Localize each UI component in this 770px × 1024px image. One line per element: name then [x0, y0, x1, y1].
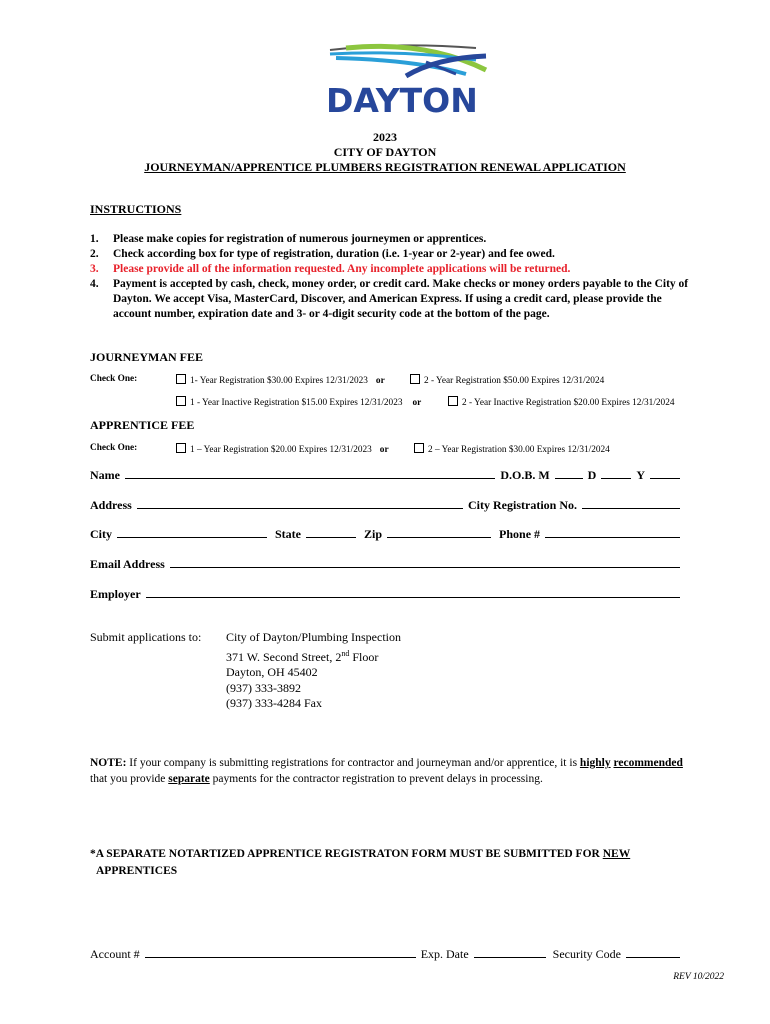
checkbox[interactable] — [448, 396, 458, 406]
checkbox[interactable] — [414, 443, 424, 453]
item-text: Check according box for type of registration, duration (i.e. 1-year or 2-year) and fee owed. — [113, 248, 555, 260]
logo-text: DAYTON — [326, 81, 478, 120]
phone-label: Phone # — [499, 527, 541, 541]
name-label: Name — [90, 468, 120, 482]
payment-row — [90, 946, 680, 962]
dob-month-field[interactable] — [555, 467, 583, 479]
floor: Floor — [349, 649, 379, 664]
note-emphasis: recommended — [613, 757, 683, 769]
dob-year-label: Y — [636, 468, 645, 482]
instruction-item — [90, 247, 700, 262]
instruction-item — [90, 277, 700, 322]
fax-number: (937) 333-4284 Fax — [226, 696, 322, 710]
header-org: CITY OF DAYTON — [333, 145, 437, 159]
dayton-logo — [326, 40, 496, 118]
city-row — [90, 526, 680, 542]
submit-label: Submit applications to: — [90, 630, 202, 644]
option-label: 1 - Year Inactive Registration $15.00 Expires 12/31/2023 — [190, 398, 403, 408]
note-prefix: NOTE: — [90, 757, 127, 769]
phone-field[interactable] — [545, 526, 680, 538]
journeyman-2yr-inactive-option[interactable] — [448, 396, 675, 408]
check-one-label: Check One: — [90, 374, 138, 384]
header-year: 2023 — [373, 130, 397, 144]
dob-day-label: D — [587, 468, 597, 482]
address-line — [226, 646, 401, 666]
header — [0, 130, 770, 175]
journeyman-1yr-option[interactable] — [176, 374, 385, 386]
security-code-label: Security Code — [552, 947, 621, 961]
note-text: that you provide — [90, 773, 169, 785]
option-label: 2 – Year Registration $30.00 Expires 12/31/2024 — [428, 445, 610, 455]
account-label: Account # — [90, 947, 140, 961]
form-title: JOURNEYMAN/APPRENTICE PLUMBERS REGISTRATION RENEWAL APPLICATION — [144, 160, 626, 174]
address-line: City of Dayton/Plumbing Inspection — [226, 630, 401, 644]
exp-date-field[interactable] — [474, 946, 546, 958]
submit-address — [226, 630, 401, 712]
instructions-heading: INSTRUCTIONS — [90, 202, 182, 216]
item-number: 1. — [90, 233, 99, 245]
revision-label: REV 10/2022 — [673, 972, 724, 982]
dob-year-field[interactable] — [650, 467, 680, 479]
state-label: State — [275, 527, 301, 541]
instruction-item — [90, 232, 700, 247]
notice-emphasis: NEW — [602, 848, 631, 860]
state-field[interactable] — [306, 526, 356, 538]
journeyman-fee-heading: JOURNEYMAN FEE — [90, 350, 203, 364]
checkbox[interactable] — [176, 443, 186, 453]
item-number: 3. — [90, 263, 99, 275]
phone-number: (937) 333-3892 — [226, 680, 301, 695]
option-label: 2 - Year Inactive Registration $20.00 Expires 12/31/2024 — [462, 398, 675, 408]
city-label: City — [90, 527, 112, 541]
name-row — [90, 467, 680, 483]
street: 371 W. Second Street, 2 — [226, 649, 342, 664]
address-row — [90, 497, 680, 513]
item-text: Payment is accepted by cash, check, money order, or credit card. Make checks or money orders payable to the City of Dayton. We accept Visa, MasterCard, Discover, and American Express. If using a credit card, please provide the account number, expiration date and 3- or 4-digit security code at the bottom of the page. — [113, 278, 689, 320]
or-label: or — [412, 398, 422, 408]
checkbox[interactable] — [176, 374, 186, 384]
check-one-label: Check One: — [90, 443, 138, 453]
item-number: 4. — [90, 278, 99, 290]
apprentice-fee-heading: APPRENTICE FEE — [90, 418, 195, 432]
exp-date-label: Exp. Date — [420, 947, 469, 961]
checkbox[interactable] — [176, 396, 186, 406]
employer-field[interactable] — [146, 586, 680, 598]
account-field[interactable] — [145, 946, 416, 958]
note — [90, 755, 690, 787]
employer-label: Employer — [90, 587, 141, 601]
email-row — [90, 556, 680, 572]
note-text: payments for the contractor registration to prevent delays in processing. — [209, 773, 543, 785]
name-field[interactable] — [125, 467, 495, 479]
item-text: Please provide all of the information requested. Any incomplete applications will be returned. — [113, 263, 571, 275]
notice-text: APPRENTICES — [96, 865, 178, 877]
note-emphasis: separate — [168, 773, 210, 785]
dob-label: D.O.B. M — [500, 468, 550, 482]
security-code-field[interactable] — [626, 946, 680, 958]
option-label: 1 – Year Registration $20.00 Expires 12/31/2023 — [190, 445, 372, 455]
note-emphasis: highly — [579, 757, 611, 769]
journeyman-1yr-inactive-option[interactable] — [176, 396, 421, 408]
zip-field[interactable] — [387, 526, 491, 538]
city-registration-field[interactable] — [582, 497, 680, 509]
email-label: Email Address — [90, 557, 165, 571]
or-label: or — [375, 376, 385, 386]
dob-day-field[interactable] — [601, 467, 631, 479]
email-field[interactable] — [170, 556, 680, 568]
address-label: Address — [90, 498, 132, 512]
journeyman-2yr-option[interactable] — [410, 374, 604, 386]
instructions-list — [90, 232, 700, 322]
employer-row — [90, 586, 680, 602]
instruction-item — [90, 262, 700, 277]
zip-label: Zip — [364, 527, 383, 541]
item-text: Please make copies for registration of numerous journeymen or apprentices. — [113, 233, 487, 245]
option-label: 2 - Year Registration $50.00 Expires 12/31/2024 — [424, 376, 605, 386]
apprentice-2yr-option[interactable] — [414, 443, 610, 455]
city-field[interactable] — [117, 526, 267, 538]
note-text: If your company is submitting registrations for contractor and journeyman and/or apprentice, it is — [126, 757, 580, 769]
address-field[interactable] — [137, 497, 463, 509]
address-line: Dayton, OH 45402 — [226, 665, 318, 679]
option-label: 1- Year Registration $30.00 Expires 12/31/2023 — [190, 376, 368, 386]
apprentice-notice — [90, 846, 700, 880]
apprentice-1yr-option[interactable] — [176, 443, 389, 455]
checkbox[interactable] — [410, 374, 420, 384]
item-number: 2. — [90, 248, 99, 260]
or-label: or — [379, 445, 389, 455]
ordinal-suffix: nd — [341, 648, 350, 658]
notice-text: *A SEPARATE NOTARTIZED APPRENTICE REGISTRATON FORM MUST BE SUBMITTED FOR — [90, 848, 603, 860]
city-registration-label: City Registration No. — [468, 498, 577, 512]
